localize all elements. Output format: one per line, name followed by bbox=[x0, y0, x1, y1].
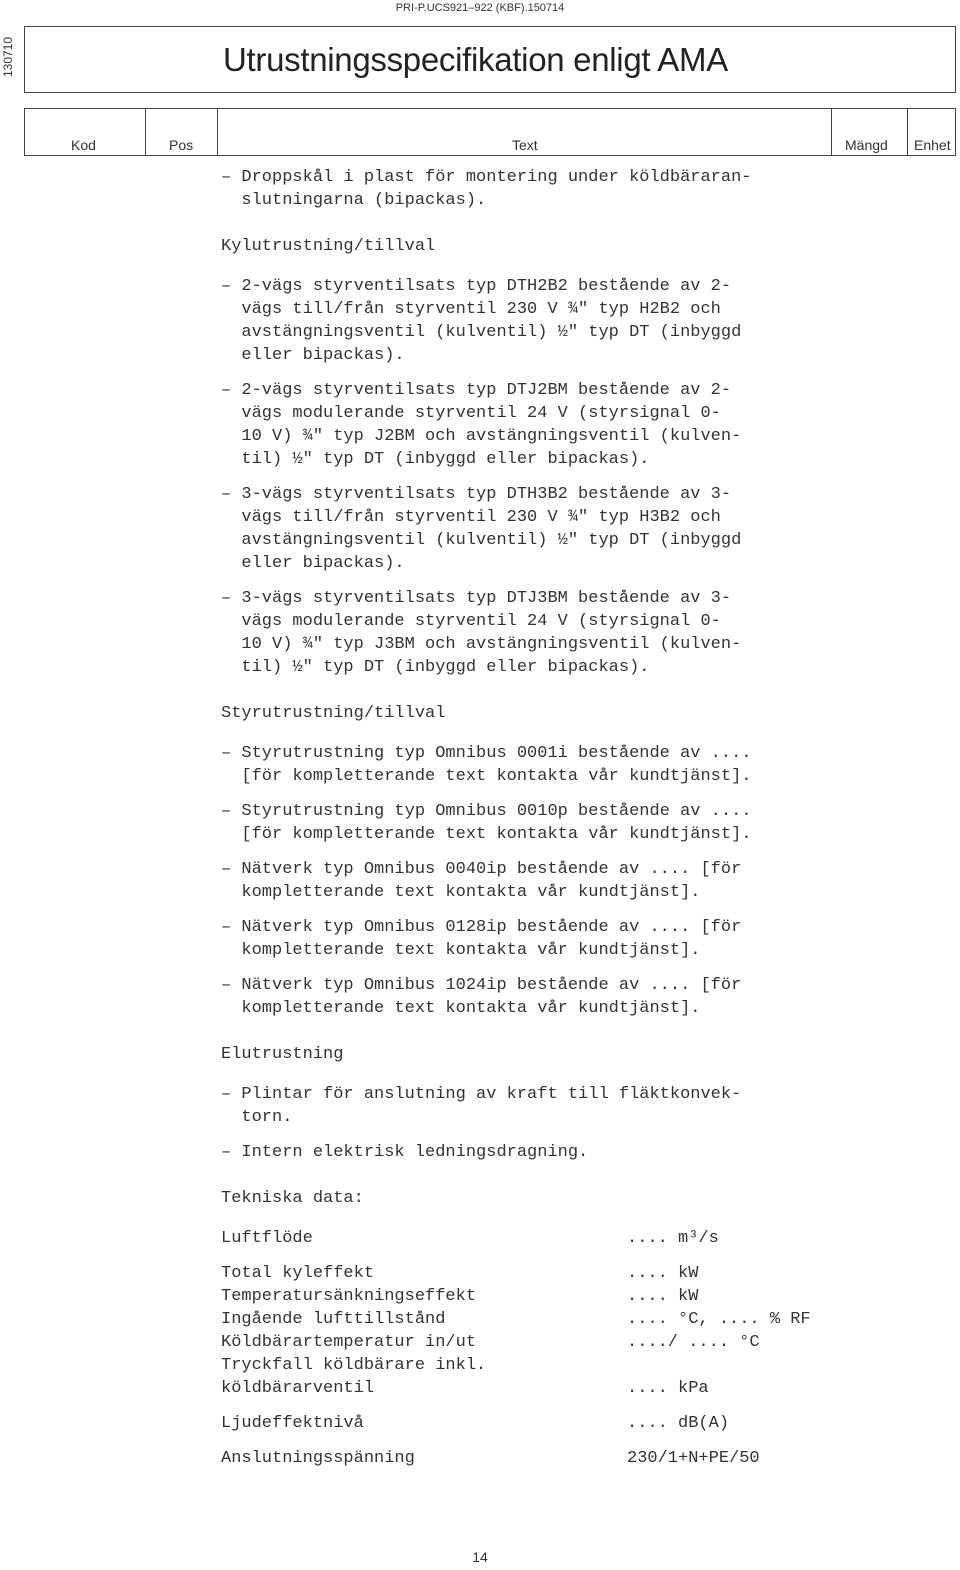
text-line: 10 V) ¾" typ J3BM och avstängningsventil (kulven- bbox=[221, 635, 742, 654]
page-number: 14 bbox=[472, 1549, 488, 1565]
text-line: til) ½" typ DT (inbyggd eller bipackas). bbox=[221, 450, 650, 469]
text-line: eller bipackas). bbox=[221, 554, 405, 573]
text-line: vägs modulerande styrventil 24 V (styrsignal 0- bbox=[221, 612, 721, 631]
list-item bbox=[221, 916, 841, 962]
column-pos bbox=[145, 109, 218, 155]
column-mangd bbox=[831, 109, 908, 155]
text-line: [för kompletterande text kontakta vår kundtjänst]. bbox=[221, 825, 752, 844]
tech-row bbox=[221, 1377, 841, 1400]
text-line: [för kompletterande text kontakta vår kundtjänst]. bbox=[221, 767, 752, 786]
text-line: – Droppskål i plast för montering under köldbäraran- bbox=[221, 168, 752, 187]
tech-row bbox=[221, 1331, 841, 1354]
text-line: – Styrutrustning typ Omnibus 0001i bestående av .... bbox=[221, 744, 752, 763]
tech-label: Tryckfall köldbärare inkl. bbox=[221, 1356, 487, 1375]
column-kod bbox=[25, 109, 146, 155]
column-header-row bbox=[24, 108, 956, 156]
section-heading: Styrutrustning/tillval bbox=[221, 704, 446, 723]
text-line: vägs modulerande styrventil 24 V (styrsignal 0- bbox=[221, 404, 721, 423]
tech-label: Ingående lufttillstånd bbox=[221, 1310, 446, 1329]
text-line: – Styrutrustning typ Omnibus 0010p bestående av .... bbox=[221, 802, 752, 821]
list-item bbox=[221, 275, 841, 367]
column-text bbox=[217, 109, 832, 155]
tech-row bbox=[221, 1227, 841, 1250]
document-code: PRI-P.UCS921–922 (KBF).150714 bbox=[395, 2, 565, 14]
tech-row bbox=[221, 1412, 841, 1435]
column-enhet bbox=[907, 109, 955, 155]
text-line: avstängningsventil (kulventil) ½" typ DT (inbyggd bbox=[221, 531, 742, 550]
text-line: slutningarna (bipackas). bbox=[221, 191, 487, 210]
text-line: – Plintar för anslutning av kraft till fläktkonvek- bbox=[221, 1085, 742, 1104]
text-line: – Nätverk typ Omnibus 0128ip bestående av .... [för bbox=[221, 918, 742, 937]
tech-label: Total kyleffekt bbox=[221, 1264, 375, 1283]
list-item bbox=[221, 379, 841, 471]
tech-value: .... m³/s bbox=[627, 1229, 719, 1248]
tech-value: 230/1+N+PE/50 bbox=[627, 1449, 760, 1468]
tech-value: ..../ .... °C bbox=[627, 1333, 760, 1352]
column-mangd-label: Mängd bbox=[845, 137, 888, 153]
tech-label: Anslutningsspänning bbox=[221, 1449, 415, 1468]
text-line: torn. bbox=[221, 1108, 293, 1127]
text-line: – 2-vägs styrventilsats typ DTJ2BM bestående av 2- bbox=[221, 381, 732, 400]
column-kod-label: Kod bbox=[71, 137, 96, 153]
text-line: – Intern elektrisk ledningsdragning. bbox=[221, 1143, 589, 1162]
page-title: Utrustningsspecifikation enligt AMA bbox=[223, 41, 728, 78]
text-line: kompletterande text kontakta vår kundtjänst]. bbox=[221, 883, 701, 902]
list-item bbox=[221, 1141, 841, 1164]
tech-value: .... kW bbox=[627, 1264, 699, 1283]
list-item bbox=[221, 974, 841, 1020]
text-line: – 3-vägs styrventilsats typ DTJ3BM bestående av 3- bbox=[221, 589, 732, 608]
text-line: 10 V) ¾" typ J2BM och avstängningsventil (kulven- bbox=[221, 427, 742, 446]
section-heading: Elutrustning bbox=[221, 1045, 344, 1064]
tech-label: Köldbärartemperatur in/ut bbox=[221, 1333, 477, 1352]
text-line: – Nätverk typ Omnibus 1024ip bestående av .... [för bbox=[221, 976, 742, 995]
list-item bbox=[221, 858, 841, 904]
tech-label: Temperatursänkningseffekt bbox=[221, 1287, 477, 1306]
list-item bbox=[221, 483, 841, 575]
tech-label: Ljudeffektnivå bbox=[221, 1414, 364, 1433]
text-line: eller bipackas). bbox=[221, 346, 405, 365]
tech-row bbox=[221, 1354, 841, 1377]
text-line: vägs till/från styrventil 230 V ¾" typ H3B2 och bbox=[221, 508, 721, 527]
tech-value: .... dB(A) bbox=[627, 1414, 730, 1433]
tech-heading: Tekniska data: bbox=[221, 1189, 364, 1208]
tech-row bbox=[221, 1262, 841, 1285]
list-item bbox=[221, 587, 841, 679]
tech-row bbox=[221, 1285, 841, 1308]
spec-content bbox=[221, 166, 841, 1470]
text-line: – 3-vägs styrventilsats typ DTH3B2 bestående av 3- bbox=[221, 485, 732, 504]
text-line: kompletterande text kontakta vår kundtjänst]. bbox=[221, 941, 701, 960]
list-item bbox=[221, 742, 841, 788]
text-line: – 2-vägs styrventilsats typ DTH2B2 bestående av 2- bbox=[221, 277, 732, 296]
tech-value: .... kW bbox=[627, 1287, 699, 1306]
tech-label: Luftflöde bbox=[221, 1229, 313, 1248]
side-date: 130710 bbox=[1, 36, 16, 78]
list-item bbox=[221, 1083, 841, 1129]
tech-row bbox=[221, 1447, 841, 1470]
text-line: kompletterande text kontakta vår kundtjänst]. bbox=[221, 999, 701, 1018]
tech-value: .... kPa bbox=[627, 1379, 709, 1398]
text-line: avstängningsventil (kulventil) ½" typ DT (inbyggd bbox=[221, 323, 742, 342]
text-line: til) ½" typ DT (inbyggd eller bipackas). bbox=[221, 658, 650, 677]
column-text-label: Text bbox=[512, 137, 538, 153]
tech-value: .... °C, .... % RF bbox=[627, 1310, 811, 1329]
intro-item bbox=[221, 166, 841, 212]
text-line: vägs till/från styrventil 230 V ¾" typ H2B2 och bbox=[221, 300, 721, 319]
list-item bbox=[221, 800, 841, 846]
column-enhet-label: Enhet bbox=[914, 137, 951, 153]
title-box bbox=[24, 26, 956, 93]
tech-label: köldbärarventil bbox=[221, 1379, 375, 1398]
section-heading: Kylutrustning/tillval bbox=[221, 237, 436, 256]
tech-row bbox=[221, 1308, 841, 1331]
column-pos-label: Pos bbox=[169, 137, 194, 153]
text-line: – Nätverk typ Omnibus 0040ip bestående av .... [för bbox=[221, 860, 742, 879]
